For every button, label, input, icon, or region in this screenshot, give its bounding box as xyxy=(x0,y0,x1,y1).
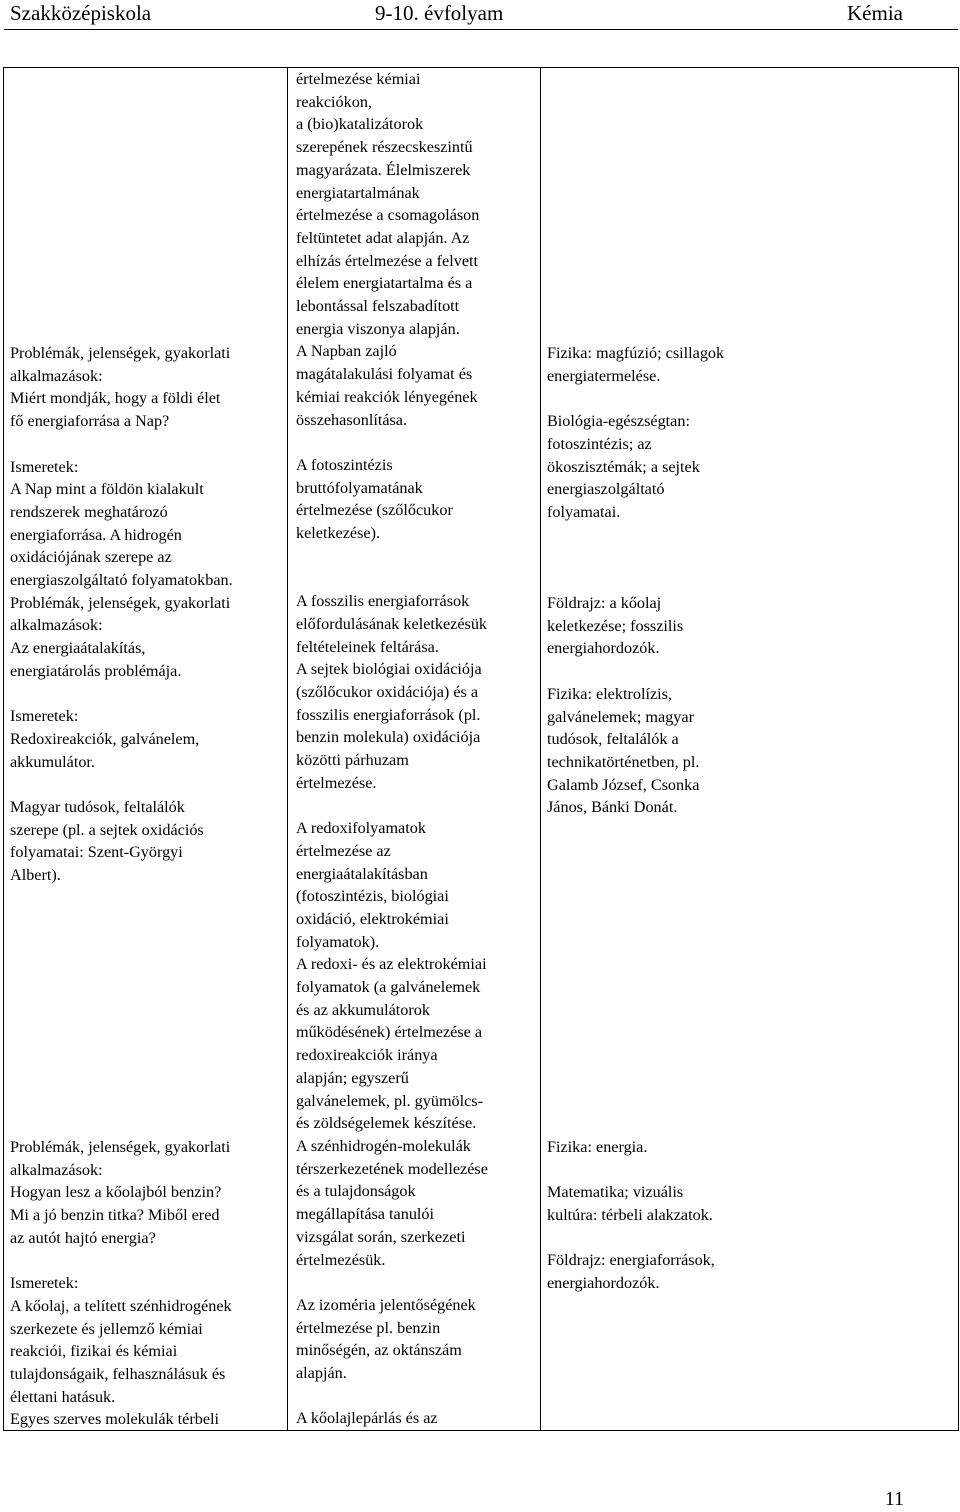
text-line: A fosszilis energiaforrások xyxy=(296,592,470,611)
text-line: János, Bánki Donát. xyxy=(547,798,678,817)
text-line: Galamb József, Csonka xyxy=(547,775,700,794)
text-line: előfordulásának keletkezésük xyxy=(296,614,488,633)
text-line: alkalmazások: xyxy=(10,1160,103,1179)
text-line: Egyes szerves molekulák térbeli xyxy=(10,1410,220,1429)
blank-line xyxy=(296,545,488,568)
blank-line xyxy=(296,1271,488,1294)
col1-block2 xyxy=(10,1136,232,1431)
text-line: alapján; egyszerű xyxy=(296,1068,409,1087)
col3-block2 xyxy=(547,592,699,819)
blank-line xyxy=(296,567,488,590)
page-header xyxy=(0,0,960,34)
text-line: elhízás értelmezése a felvett xyxy=(296,251,478,270)
text-line: technikatörténetben, pl. xyxy=(547,752,700,771)
text-line: Mi a jó benzin titka? Miből ered xyxy=(10,1206,220,1225)
text-line: megállapítása tanulói xyxy=(296,1205,434,1224)
text-line: élettani hatásuk. xyxy=(10,1387,116,1406)
text-line: Hogyan lesz a kőolajból benzin? xyxy=(10,1183,222,1202)
text-line: feltételeinek feltárása. xyxy=(296,637,439,656)
text-line: az autót hajtó energia? xyxy=(10,1228,156,1247)
text-line: szerepének részecskeszintű xyxy=(296,138,473,157)
text-line: a (bio)katalizátorok xyxy=(296,115,424,134)
text-line: alkalmazások: xyxy=(10,616,103,635)
text-line: alapján. xyxy=(296,1364,347,1382)
text-line: galvánelemek, pl. gyümölcs- xyxy=(296,1091,484,1110)
text-line: és zöldségelemek készítése. xyxy=(296,1114,477,1133)
text-line: folyamatai: Szent-Györgyi xyxy=(10,843,183,862)
text-line: energiahordozók. xyxy=(547,639,660,658)
text-line: tudósok, feltalálók a xyxy=(547,730,679,749)
blank-line xyxy=(547,387,724,410)
text-line: A Napban zajló xyxy=(296,342,397,361)
text-line: értelmezése a csomagoláson xyxy=(296,206,480,225)
school-type: Szakközépiskola xyxy=(10,1,152,25)
column-divider-2 xyxy=(540,68,541,1430)
text-line: keletkezése; fosszilis xyxy=(547,616,684,635)
text-line: térszerkezetének modellezése xyxy=(296,1159,488,1178)
text-line: Problémák, jelenségek, gyakorlati xyxy=(10,593,231,612)
text-line: bruttófolyamatának xyxy=(296,478,423,497)
text-line: szerkezete és jellemző kémiai xyxy=(10,1319,203,1338)
curriculum-table xyxy=(3,67,959,1431)
text-line: Ismeretek: xyxy=(10,457,79,476)
text-line: értelmezésük. xyxy=(296,1250,386,1269)
text-line: energiaszolgáltató xyxy=(547,480,665,499)
text-line: Redoxireakciók, galvánelem, xyxy=(10,729,200,748)
text-line: A kőolaj, a telített szénhidrogének xyxy=(10,1296,232,1315)
col3-block3 xyxy=(547,1136,715,1295)
text-line: Ismeretek: xyxy=(10,1274,79,1293)
blank-line xyxy=(296,1385,488,1408)
text-line: Problémák, jelenségek, gyakorlati xyxy=(10,344,231,362)
text-line: redoxireakciók iránya xyxy=(296,1046,438,1065)
text-line: fosszilis energiaforrások (pl. xyxy=(296,705,481,724)
text-line: magyarázata. Élelmiszerek xyxy=(296,160,471,179)
text-line: energiaforrása. A hidrogén xyxy=(10,525,182,544)
header-rule xyxy=(4,29,958,30)
text-line: lebontással felszabadított xyxy=(296,297,460,316)
text-line: oxidáció, elektrokémiai xyxy=(296,909,449,928)
text-line: Az izoméria jelentőségének xyxy=(296,1295,476,1314)
text-line: fő energiaforrása a Nap? xyxy=(10,412,170,431)
text-line: értelmezése kémiai xyxy=(296,70,421,88)
text-line: értelmezése pl. benzin xyxy=(296,1318,441,1337)
text-line: energiaszolgáltató folyamatokban. xyxy=(10,571,233,590)
text-line: A fotoszintézis xyxy=(296,455,393,474)
text-line: magátalakulási folyamat és xyxy=(296,365,473,384)
text-line: kémiai reakciók lényegének xyxy=(296,387,478,406)
text-line: értelmezése az xyxy=(296,841,391,860)
text-line: energia viszonya alapján. xyxy=(296,319,460,338)
text-line: A szénhidrogén-molekulák xyxy=(296,1136,471,1155)
blank-line xyxy=(296,794,488,817)
text-line: ökoszisztémák; a sejtek xyxy=(547,457,700,476)
text-line: energiatermelése. xyxy=(547,366,661,385)
text-line: tulajdonságaik, felhasználásuk és xyxy=(10,1365,226,1384)
blank-line xyxy=(547,660,699,683)
grade-level: 9-10. évfolyam xyxy=(375,1,504,25)
text-line: energiaátalakításban xyxy=(296,864,428,883)
text-line: Problémák, jelenségek, gyakorlati xyxy=(10,1138,231,1156)
text-line: Matematika; vizuális xyxy=(547,1183,684,1202)
text-line: galvánelemek; magyar xyxy=(547,707,694,726)
text-line: A sejtek biológiai oxidációja xyxy=(296,660,482,679)
subject: Kémia xyxy=(847,1,903,25)
text-line: feltüntetet adat alapján. Az xyxy=(296,228,470,247)
text-line: energiahordozók. xyxy=(547,1274,660,1293)
text-line: Fizika: magfúzió; csillagok xyxy=(547,344,725,362)
blank-line xyxy=(296,431,488,454)
text-line: és az akkumulátorok xyxy=(296,1000,430,1019)
text-line: Biológia-egészségtan: xyxy=(547,412,690,431)
text-line: Albert). xyxy=(10,866,61,885)
text-line: Az energiaátalakítás, xyxy=(10,639,146,658)
text-line: és a tulajdonságok xyxy=(296,1182,416,1201)
text-line: reakciókon, xyxy=(296,92,372,111)
column-divider-1 xyxy=(287,68,288,1430)
text-line: benzin molekula) oxidációja xyxy=(296,728,481,747)
blank-line xyxy=(547,1159,715,1182)
blank-line xyxy=(10,773,233,796)
text-line: akkumulátor. xyxy=(10,752,95,771)
text-line: oxidációjának szerepe az xyxy=(10,548,172,567)
col1-block1 xyxy=(10,342,233,887)
text-line: A redoxifolyamatok xyxy=(296,819,426,838)
text-line: A kőolajlepárlás és az xyxy=(296,1409,438,1428)
blank-line xyxy=(10,433,233,456)
text-line: A redoxi- és az elektrokémiai xyxy=(296,955,487,974)
text-line: alkalmazások: xyxy=(10,366,103,385)
text-line: energiatartalmának xyxy=(296,183,420,202)
text-line: folyamatok). xyxy=(296,932,380,951)
text-line: kultúra: térbeli alakzatok. xyxy=(547,1206,713,1225)
text-line: fotoszintézis; az xyxy=(547,434,652,453)
text-line: Földrajz: energiaforrások, xyxy=(547,1251,715,1270)
text-line: (szőlőcukor oxidációja) és a xyxy=(296,682,479,701)
text-line: (fotoszintézis, biológiai xyxy=(296,887,449,906)
text-line: vizsgálat során, szerkezeti xyxy=(296,1227,466,1246)
text-line: értelmezése (szőlőcukor xyxy=(296,501,453,520)
text-line: Magyar tudósok, feltalálók xyxy=(10,798,185,817)
col3-block1 xyxy=(547,342,724,524)
text-line: keletkezése). xyxy=(296,524,381,543)
text-line: élelem energiatartalma és a xyxy=(296,274,473,293)
text-line: reakciói, fizikai és kémiai xyxy=(10,1342,178,1361)
text-line: energiatárolás problémája. xyxy=(10,661,182,680)
text-line: Miért mondják, hogy a földi élet xyxy=(10,389,221,408)
text-line: Fizika: energia. xyxy=(547,1138,648,1156)
text-line: Ismeretek: xyxy=(10,707,79,726)
text-line: összehasonlítása. xyxy=(296,410,408,429)
text-line: értelmezése. xyxy=(296,773,377,792)
text-line: működésének) értelmezése a xyxy=(296,1023,483,1042)
text-line: szerepe (pl. a sejtek oxidációs xyxy=(10,820,204,839)
blank-line xyxy=(10,683,233,706)
text-line: folyamatai. xyxy=(547,502,621,521)
text-line: folyamatok (a galvánelemek xyxy=(296,978,481,997)
text-line: rendszerek meghatározó xyxy=(10,502,168,521)
blank-line xyxy=(547,1227,715,1250)
text-line: közötti párhuzam xyxy=(296,751,409,770)
text-line: Fizika: elektrolízis, xyxy=(547,684,672,703)
blank-line xyxy=(10,1250,232,1273)
col2-text xyxy=(296,68,488,1430)
text-line: Földrajz: a kőolaj xyxy=(547,594,662,612)
text-line: A Nap mint a földön kialakult xyxy=(10,480,204,499)
page-number: 11 xyxy=(884,1488,904,1510)
text-line: minőségén, az oktánszám xyxy=(296,1341,462,1360)
